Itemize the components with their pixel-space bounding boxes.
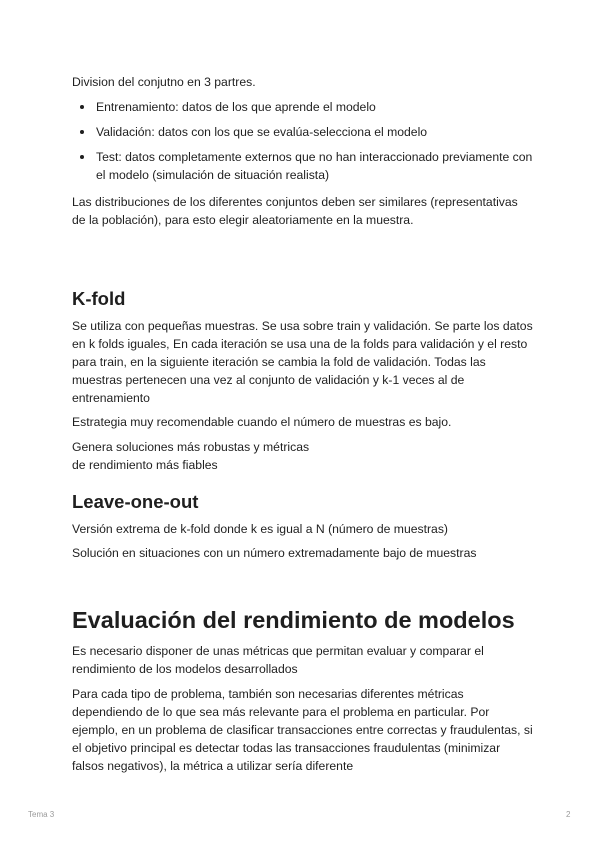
evaluation-detail: Para cada tipo de problema, también son necesarias diferentes métricas dependiendo de lo que sea más relevante para el problema en particular. Por ejemplo, en un problema de clasificar transacciones entre correctas y fraudulentas, si el objetivo principal es detectar todas las transacciones fraudulentas (minimizar falsos negativos), la métrica a utilizar sería diferente bbox=[72, 687, 533, 773]
loo-definition: Versión extrema de k-fold donde k es igual a N (número de muestras) bbox=[72, 522, 448, 536]
loo-heading: Leave-one-out bbox=[72, 491, 199, 512]
evaluation-heading: Evaluación del rendimiento de modelos bbox=[72, 607, 515, 633]
list-item: Entrenamiento: datos de los que aprende el modelo bbox=[72, 98, 534, 116]
kfold-recommendation: Estrategia muy recomendable cuando el número de muestras es bajo. bbox=[72, 415, 452, 429]
split-list bbox=[72, 98, 534, 184]
distribution-text: Las distribuciones de los diferentes conjuntos deben ser similares (representativas de la población), para esto elegir aleatoriamente en la muestra. bbox=[72, 195, 518, 227]
list-item: Validación: datos con los que se evalúa-selecciona el modelo bbox=[72, 123, 534, 141]
kfold-benefits-line1: Genera soluciones más robustas y métricas bbox=[72, 440, 310, 454]
evaluation-intro: Es necesario disponer de unas métricas que permitan evaluar y comparar el rendimiento de los modelos desarrollados bbox=[72, 644, 484, 676]
kfold-description: Se utiliza con pequeñas muestras. Se usa sobre train y validación. Se parte los datos en k folds iguales, En cada iteración se usa una de la folds para validación y el resto para train, en la siguiente iteración se cambia la fold de validación. Todas las muestras pertenecen una vez al conjunto de validación y k-1 veces al de entrenamiento bbox=[72, 319, 533, 405]
list-item: Test: datos completamente externos que no han interaccionado previamente con el modelo (simulación de situación realista) bbox=[72, 148, 534, 184]
intro-text: Division del conjutno en 3 partres. bbox=[72, 75, 256, 89]
kfold-heading: K-fold bbox=[72, 288, 126, 309]
loo-usage: Solución en situaciones con un número extremadamente bajo de muestras bbox=[72, 546, 477, 560]
footer-chapter: Tema 3 bbox=[28, 810, 55, 819]
kfold-benefits-line2: de rendimiento más fiables bbox=[72, 458, 218, 472]
footer-page-number: 2 bbox=[566, 810, 571, 819]
